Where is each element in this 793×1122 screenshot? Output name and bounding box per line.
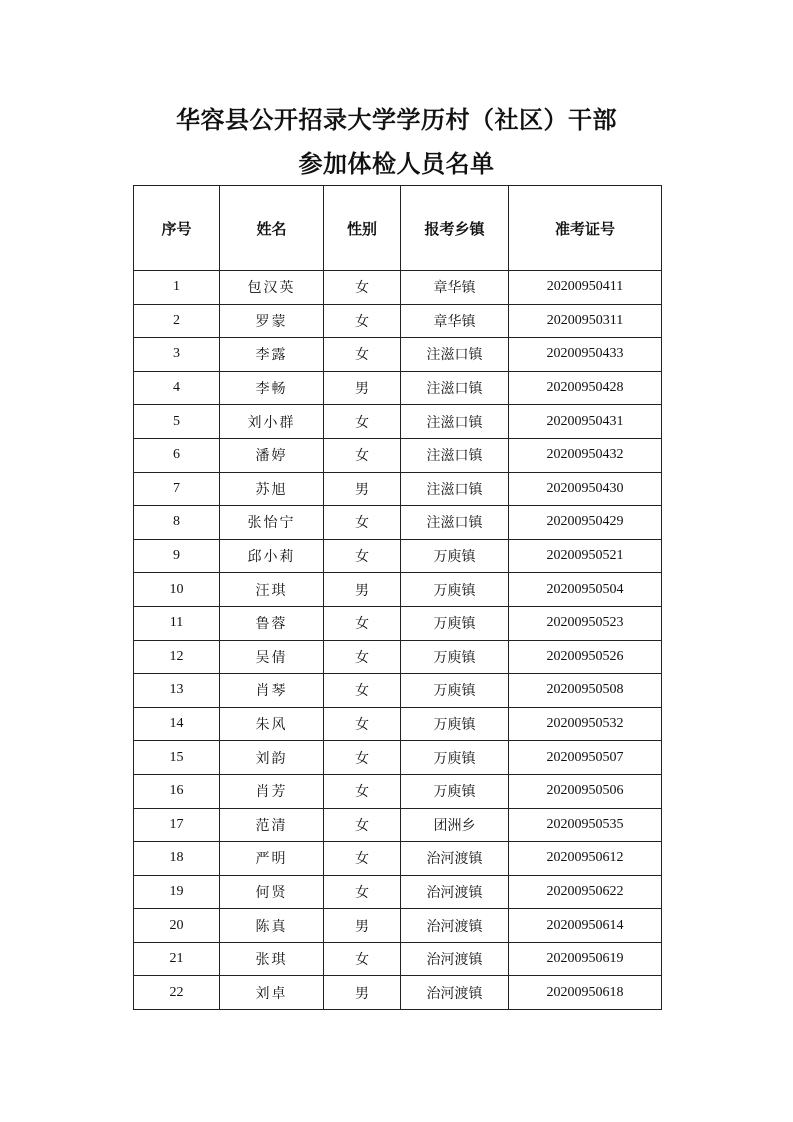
cell-name: 何贤 [220,875,324,909]
cell-gender: 女 [324,774,401,808]
table-row [134,371,662,405]
header-town: 报考乡镇 [401,186,509,271]
cell-name: 鲁蓉 [220,606,324,640]
cell-gender: 女 [324,808,401,842]
table-row [134,506,662,540]
cell-gender: 女 [324,875,401,909]
cell-exam-id: 20200950411 [509,271,662,305]
cell-exam-id: 20200950432 [509,438,662,472]
cell-exam-id: 20200950526 [509,640,662,674]
cell-exam-id: 20200950433 [509,338,662,372]
cell-town: 万庾镇 [401,539,509,573]
cell-number: 2 [134,304,220,338]
cell-number: 19 [134,875,220,909]
cell-town: 注滋口镇 [401,405,509,439]
cell-gender: 男 [324,472,401,506]
cell-name: 朱风 [220,707,324,741]
cell-exam-id: 20200950532 [509,707,662,741]
cell-name: 刘小群 [220,405,324,439]
cell-name: 苏旭 [220,472,324,506]
table-header-row [134,186,662,271]
cell-gender: 女 [324,271,401,305]
cell-exam-id: 20200950431 [509,405,662,439]
cell-gender: 男 [324,976,401,1010]
cell-exam-id: 20200950429 [509,506,662,540]
cell-exam-id: 20200950504 [509,573,662,607]
cell-exam-id: 20200950506 [509,774,662,808]
cell-number: 16 [134,774,220,808]
table-row [134,472,662,506]
cell-number: 13 [134,674,220,708]
table-row [134,539,662,573]
cell-town: 治河渡镇 [401,909,509,943]
cell-name: 罗蒙 [220,304,324,338]
cell-gender: 男 [324,909,401,943]
cell-name: 刘卓 [220,976,324,1010]
cell-town: 万庾镇 [401,774,509,808]
header-exam-id: 准考证号 [509,186,662,271]
table-row [134,674,662,708]
cell-name: 李畅 [220,371,324,405]
cell-exam-id: 20200950535 [509,808,662,842]
table-body [134,271,662,1010]
cell-town: 注滋口镇 [401,506,509,540]
cell-exam-id: 20200950428 [509,371,662,405]
cell-town: 万庾镇 [401,741,509,775]
candidate-table [133,185,662,1010]
cell-exam-id: 20200950507 [509,741,662,775]
table-row [134,573,662,607]
table-row [134,438,662,472]
cell-exam-id: 20200950612 [509,842,662,876]
header-name: 姓名 [220,186,324,271]
table-row [134,640,662,674]
table-row [134,271,662,305]
cell-number: 17 [134,808,220,842]
header-gender: 性别 [324,186,401,271]
cell-town: 万庾镇 [401,707,509,741]
table-row [134,338,662,372]
cell-number: 5 [134,405,220,439]
cell-gender: 女 [324,640,401,674]
cell-gender: 男 [324,371,401,405]
cell-number: 10 [134,573,220,607]
cell-gender: 女 [324,741,401,775]
cell-number: 20 [134,909,220,943]
page-title: 华容县公开招录大学学历村（社区）干部 [176,106,617,134]
table-row [134,606,662,640]
cell-gender: 女 [324,942,401,976]
cell-town: 治河渡镇 [401,942,509,976]
table-row [134,304,662,338]
table-row [134,942,662,976]
cell-town: 章华镇 [401,271,509,305]
cell-number: 18 [134,842,220,876]
table-row [134,875,662,909]
cell-name: 肖芳 [220,774,324,808]
cell-gender: 女 [324,707,401,741]
cell-exam-id: 20200950311 [509,304,662,338]
table-row [134,405,662,439]
cell-name: 范清 [220,808,324,842]
cell-gender: 女 [324,842,401,876]
table-row [134,774,662,808]
cell-gender: 女 [324,674,401,708]
cell-exam-id: 20200950521 [509,539,662,573]
table-row [134,842,662,876]
cell-town: 章华镇 [401,304,509,338]
cell-town: 治河渡镇 [401,875,509,909]
table-row [134,707,662,741]
cell-name: 张怡宁 [220,506,324,540]
cell-name: 严明 [220,842,324,876]
cell-exam-id: 20200950614 [509,909,662,943]
cell-town: 治河渡镇 [401,842,509,876]
cell-gender: 女 [324,405,401,439]
cell-gender: 女 [324,438,401,472]
cell-gender: 女 [324,338,401,372]
cell-gender: 女 [324,304,401,338]
table-row [134,808,662,842]
cell-town: 团洲乡 [401,808,509,842]
header-number: 序号 [134,186,220,271]
cell-exam-id: 20200950619 [509,942,662,976]
cell-name: 潘婷 [220,438,324,472]
cell-name: 邱小莉 [220,539,324,573]
cell-name: 汪琪 [220,573,324,607]
cell-name: 陈真 [220,909,324,943]
cell-town: 万庾镇 [401,674,509,708]
cell-number: 21 [134,942,220,976]
cell-number: 12 [134,640,220,674]
cell-exam-id: 20200950523 [509,606,662,640]
table-row [134,909,662,943]
cell-name: 包汉英 [220,271,324,305]
cell-town: 注滋口镇 [401,338,509,372]
cell-town: 注滋口镇 [401,438,509,472]
cell-gender: 女 [324,606,401,640]
cell-number: 7 [134,472,220,506]
cell-town: 注滋口镇 [401,371,509,405]
cell-gender: 女 [324,506,401,540]
cell-town: 万庾镇 [401,640,509,674]
cell-exam-id: 20200950508 [509,674,662,708]
cell-number: 9 [134,539,220,573]
cell-name: 肖琴 [220,674,324,708]
cell-exam-id: 20200950622 [509,875,662,909]
cell-name: 李露 [220,338,324,372]
cell-name: 张琪 [220,942,324,976]
cell-exam-id: 20200950618 [509,976,662,1010]
cell-gender: 男 [324,573,401,607]
cell-name: 刘韵 [220,741,324,775]
cell-name: 吴倩 [220,640,324,674]
cell-town: 治河渡镇 [401,976,509,1010]
cell-number: 15 [134,741,220,775]
cell-exam-id: 20200950430 [509,472,662,506]
table-row [134,741,662,775]
cell-town: 万庾镇 [401,606,509,640]
cell-number: 6 [134,438,220,472]
page-subtitle: 参加体检人员名单 [298,150,495,178]
cell-number: 8 [134,506,220,540]
cell-town: 注滋口镇 [401,472,509,506]
cell-number: 11 [134,606,220,640]
table-row [134,976,662,1010]
cell-gender: 女 [324,539,401,573]
cell-number: 4 [134,371,220,405]
cell-number: 1 [134,271,220,305]
cell-number: 14 [134,707,220,741]
cell-town: 万庾镇 [401,573,509,607]
cell-number: 3 [134,338,220,372]
cell-number: 22 [134,976,220,1010]
